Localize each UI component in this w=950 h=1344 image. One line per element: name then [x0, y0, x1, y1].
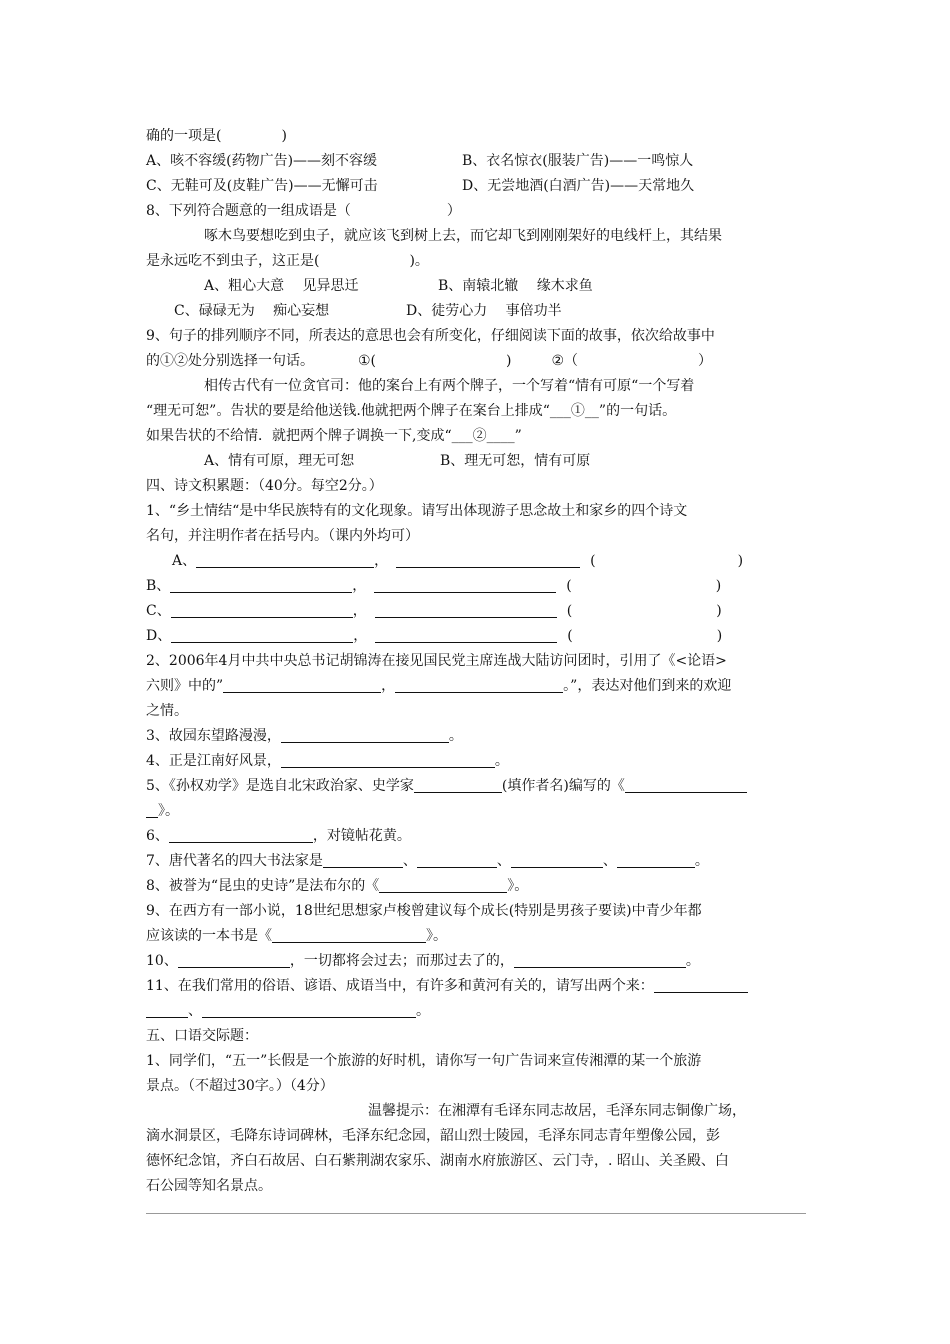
exam-page	[146, 124, 806, 1199]
answer-line[interactable]	[146, 1213, 806, 1214]
answer-blank[interactable]	[374, 576, 556, 593]
q8-options-cd: C、碌碌无为 痴心妄想 D、徒劳心力 事倍功半	[174, 303, 562, 319]
s4-q4: 4、正是江南好风景， 。	[146, 753, 509, 769]
answer-blank[interactable]	[379, 876, 507, 893]
s4-q1-answer-a: A、 ， ( )	[172, 553, 744, 569]
s4-q1-answer-b: B、 ， ( )	[146, 578, 722, 594]
s5-hint-3: 德怀纪念馆，齐白石故居、白石紫荆湖农家乐、湖南水府旅游区、云门寺，. 昭山、关圣殿、白	[146, 1153, 729, 1169]
answer-blank[interactable]	[323, 851, 403, 868]
answer-blank[interactable]	[396, 551, 580, 568]
s5-q1-line2: 景点。（不超过30字。）（4分）	[146, 1078, 334, 1094]
s4-q7: 7、唐代著名的四大书法家是 、 、 、 。	[146, 853, 709, 869]
q8-stem: 8、下列符合题意的一组成语是（ ）	[146, 203, 461, 219]
s5-hint-2: 滴水洞景区，毛降东诗词碑林，毛泽东纪念园，韶山烈士陵园，毛泽东同志青年塑像公园，彭	[146, 1128, 720, 1144]
answer-blank[interactable]	[196, 551, 374, 568]
q9-options: A、情有可原，理无可恕 B、理无可恕，情有可原	[204, 453, 591, 469]
s4-q3: 3、故园东望路漫漫， 。	[146, 728, 463, 744]
answer-blank[interactable]	[223, 676, 381, 693]
s4-q1-line1: 1、“乡土情结“是中华民族特有的文化现象。请写出体现游子思念故土和家乡的四个诗文	[146, 503, 688, 519]
s4-q11-line2: 、 。	[146, 999, 806, 1024]
s4-q8: 8、被誉为“昆虫的史诗”是法布尔的《 》。	[146, 878, 529, 894]
q7-options-ab: A、咳不容缓(药物广告)——刻不容缓 B、衣名惊衣(服装广告)——一鸣惊人	[146, 153, 694, 169]
q7-options-cd: C、无鞋可及(皮鞋广告)——无懈可击 D、无尝地酒(白酒广告)——天常地久	[146, 178, 695, 194]
answer-blank[interactable]	[414, 776, 502, 793]
q8-options-ab: A、粗心大意 见异思迁 B、南辕北辙 缘木求鱼	[204, 278, 593, 294]
s4-q5-line1: 5、《孙权劝学》是选自北宋政治家、史学家 (填作者名)编写的《	[146, 774, 806, 799]
s4-q6: 6、 ，对镜帖花黄。	[146, 828, 411, 844]
answer-blank[interactable]	[617, 851, 695, 868]
answer-blank[interactable]	[169, 826, 313, 843]
answer-blank[interactable]	[395, 676, 563, 693]
answer-blank[interactable]	[625, 776, 747, 793]
s4-q9-line2: 应该读的一本书是《 》。	[146, 928, 447, 944]
answer-blank[interactable]	[281, 751, 495, 768]
s4-q2-line3: 之情。	[146, 703, 188, 719]
answer-blank[interactable]	[375, 601, 557, 618]
answer-blank[interactable]	[272, 926, 426, 943]
s4-q9-line1: 9、在西方有一部小说，18世纪思想家卢梭曾建议每个成长(特别是男孩子要读)中青少年都	[146, 903, 702, 919]
s5-hint-1: 温馨提示：在湘潭有毛译东同志故居，毛泽东同志铜像广场，	[368, 1103, 746, 1119]
answer-blank[interactable]	[654, 976, 748, 993]
q9-stem-2: 的①②处分别选择一句话。 ①( ) ②（ ）	[146, 353, 713, 369]
answer-blank[interactable]	[170, 576, 352, 593]
q8-passage-2: 是永远吃不到虫子，这正是( )。	[146, 253, 429, 269]
q7-stem: 确的一项是( )	[146, 128, 287, 144]
answer-blank[interactable]	[171, 601, 353, 618]
answer-blank[interactable]	[375, 626, 557, 643]
answer-blank[interactable]	[514, 951, 686, 968]
s4-q2-line2: 六则》中的” ， 。”，表达对他们到来的欢迎	[146, 678, 732, 694]
answer-blank[interactable]	[202, 1001, 416, 1018]
q9-story-2: “理无可恕”。告状的要是给他送钱.他就把两个牌子在案台上排成“___①__”的一句话。	[146, 403, 677, 419]
answer-blank[interactable]	[146, 801, 158, 818]
answer-blank[interactable]	[417, 851, 497, 868]
answer-blank[interactable]	[281, 726, 449, 743]
s5-hint-4: 石公园等知名景点。	[146, 1178, 272, 1194]
q9-stem-1: 9、句子的排列顺序不同，所表达的意思也会有所变化，仔细阅读下面的故事，依次给故事中	[146, 328, 715, 344]
s4-q1-answer-c: C、 ， ( )	[146, 603, 722, 619]
s4-q5-line2: 》。	[146, 799, 806, 824]
q8-passage-1: 啄木鸟要想吃到虫子，就应该飞到树上去，而它却飞到刚刚架好的电线杆上，其结果	[204, 228, 722, 244]
section-5-title: 五、口语交际题：	[146, 1028, 258, 1044]
answer-blank[interactable]	[171, 626, 353, 643]
s4-q1-line2: 名句，并注明作者在括号内。（课内外均可）	[146, 528, 419, 544]
q9-story-3: 如果告状的不给情．就把两个牌子调换一下,变成“___②____”	[146, 428, 522, 444]
s4-q10: 10、 ，一切都将会过去；而那过去了的， 。	[146, 953, 700, 969]
s4-q2-line1: 2、2006年4月中共中央总书记胡锦涛在接见国民党主席连战大陆访问团时，引用了《<论语>	[146, 653, 727, 669]
s4-q11-line1: 11、在我们常用的俗语、谚语、成语当中，有许多和黄河有关的，请写出两个来：	[146, 974, 806, 999]
answer-blank[interactable]	[146, 1001, 188, 1018]
section-4-title: 四、诗文积累题：（40分。每空2分。）	[146, 478, 383, 494]
s4-q1-answer-d: D、 ， ( )	[146, 628, 723, 644]
answer-blank[interactable]	[178, 951, 290, 968]
answer-blank[interactable]	[511, 851, 603, 868]
s5-q1-line1: 1、同学们，“五一”长假是一个旅游的好时机，请你写一句广告词来宣传湘潭的某一个旅游	[146, 1053, 702, 1069]
q9-story-1: 相传古代有一位贪官司：他的案台上有两个牌子，一个写着“情有可原“一个写着	[204, 378, 695, 394]
